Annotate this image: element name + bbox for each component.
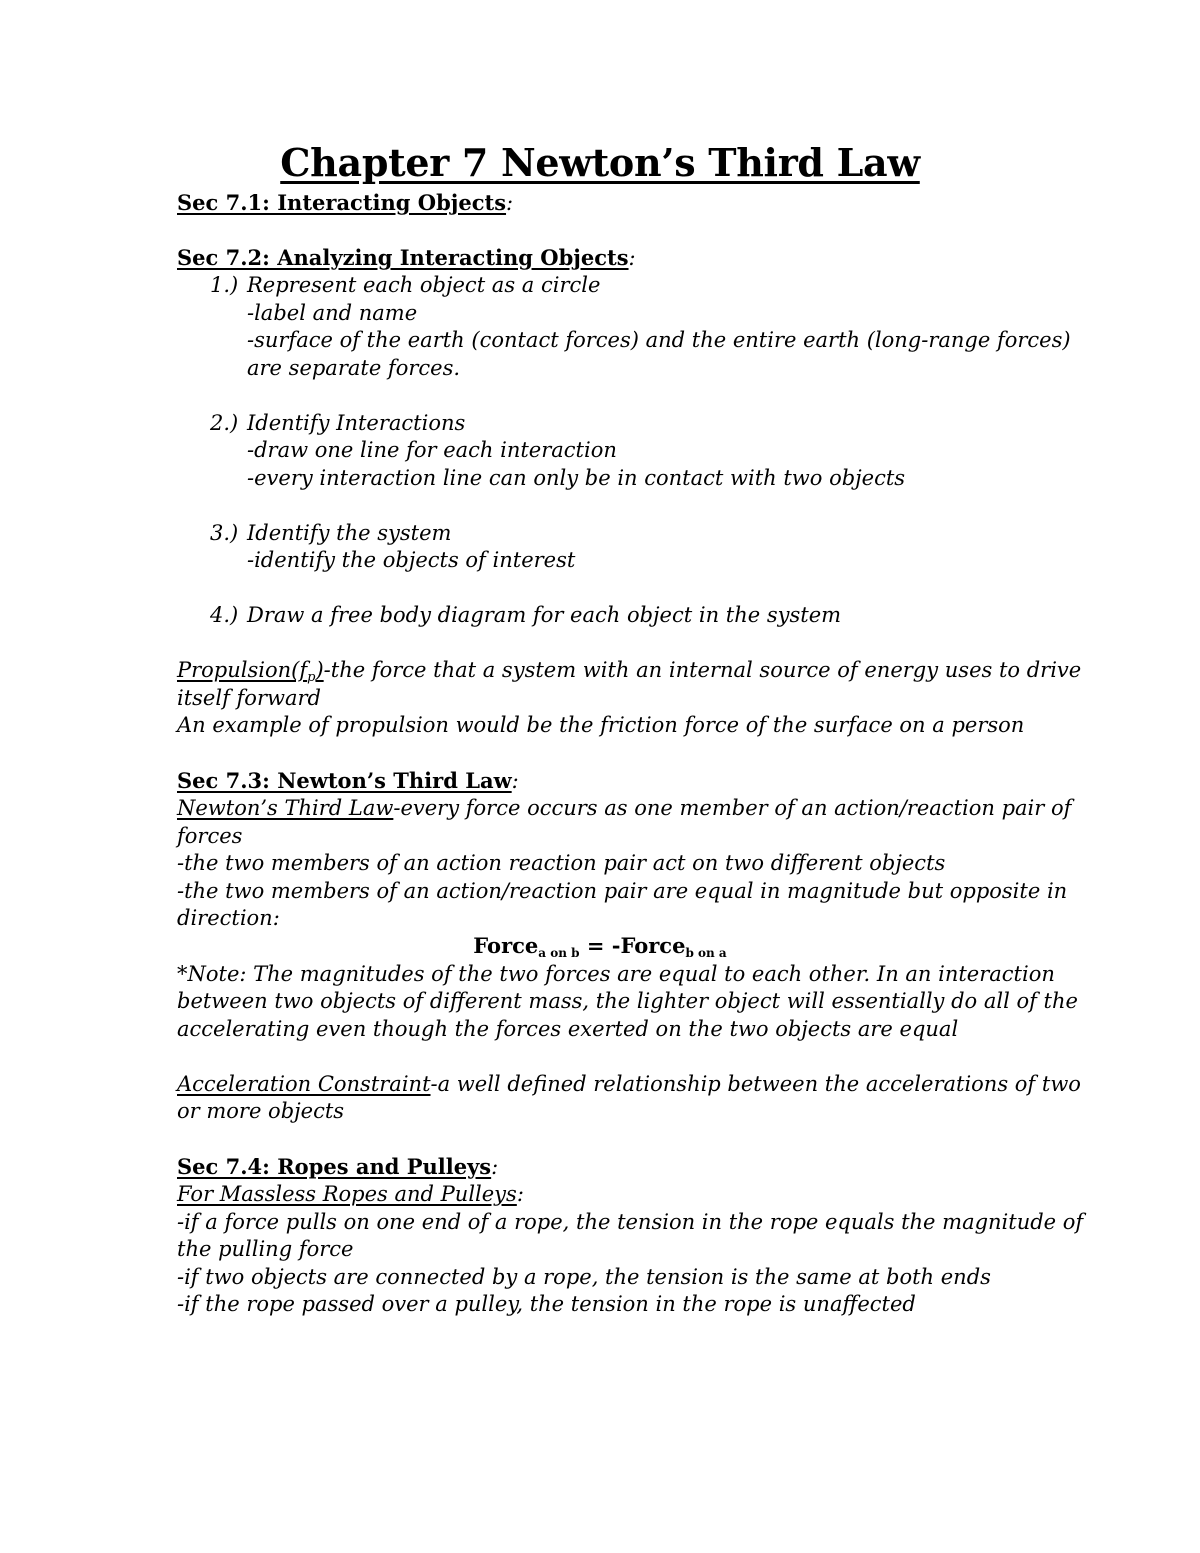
acceleration-constraint-cont: or more objects [177, 1099, 345, 1123]
section-heading-7-1: Sec 7.1: Interacting Objects: [177, 190, 514, 215]
force-equation: Force$_{a on b}$ = -Force$_{b on a}$ [473, 933, 727, 960]
third-law-definition: Newton’s Third Law-every force occurs as one member of an action/reaction pair of [177, 796, 1072, 820]
ropes-point: -if two objects are connected by a rope, the tension is the same at both ends [177, 1265, 991, 1289]
ropes-point: the pulling force [177, 1237, 354, 1261]
acceleration-constraint-definition: Acceleration Constraint-a well defined relationship between the accelerations of two [177, 1072, 1081, 1096]
section-heading-text: Sec 7.1: Interacting Objects [177, 190, 507, 215]
third-law-point: -the two members of an action reaction pair act on two different objects [177, 851, 946, 875]
propulsion-example: An example of propulsion would be the friction force of the surface on a person [177, 713, 1025, 737]
section-heading-text: Sec 7.2: Analyzing Interacting Objects [177, 245, 629, 270]
third-law-definition-cont: forces [177, 824, 243, 848]
step-2-sub: -every interaction line can only be in contact with two objects [247, 466, 906, 490]
propulsion-definition-cont: itself forward [177, 686, 321, 710]
ropes-point: -if a force pulls on one end of a rope, the tension in the rope equals the magnitude of [177, 1210, 1084, 1234]
third-law-term: Newton’s Third Law [177, 796, 394, 820]
step-2-sub: -draw one line for each interaction [247, 438, 617, 462]
step-1-sub: -label and name [247, 301, 418, 325]
note-line: accelerating even though the forces exerted on the two objects are equal [177, 1017, 959, 1041]
section-heading-text: Sec 7.4: Ropes and Pulleys [177, 1154, 492, 1179]
acceleration-constraint-term: Acceleration Constraint [177, 1072, 431, 1096]
section-heading-7-4: Sec 7.4: Ropes and Pulleys: [177, 1154, 499, 1179]
propulsion-definition: $Propulsion(f_p)$-the force that a system with an internal source of energy uses to drive [177, 658, 1082, 685]
third-law-point: -the two members of an action/reaction pair are equal in magnitude but opposite in [177, 879, 1068, 903]
third-law-point: direction: [177, 906, 280, 930]
section-heading-7-3: Sec 7.3: Newton’s Third Law: [177, 768, 519, 793]
step-4: 4.) [210, 603, 239, 627]
note-line: between two objects of different mass, the lighter object will essentially do all of the [177, 989, 1078, 1013]
section-heading-text: Sec 7.3: Newton’s Third Law [177, 768, 512, 793]
ropes-subheading: For Massless Ropes and Pulleys: [177, 1182, 524, 1206]
propulsion-term: $Propulsion(f_p)$ [177, 658, 324, 685]
section-heading-7-2: Sec 7.2: Analyzing Interacting Objects: [177, 245, 636, 270]
chapter-title: Chapter 7 Newton’s Third Law [280, 140, 920, 185]
step-4-text: Draw a free body diagram for each object in the system [247, 603, 842, 627]
ropes-point: -if the rope passed over a pulley, the tension in the rope is unaffected [177, 1292, 916, 1316]
step-1: 1.) [210, 273, 239, 297]
step-3: 3.) [210, 521, 239, 545]
step-3-text: Identify the system [247, 521, 452, 545]
step-1-sub: are separate forces. [247, 356, 461, 380]
note-line: *Note: The magnitudes of the two forces are equal to each other. In an interaction [177, 962, 1055, 986]
step-1-sub: -surface of the earth (contact forces) and the entire earth (long-range forces) [247, 328, 1071, 352]
step-2-text: Identify Interactions [247, 411, 466, 435]
step-3-sub: -identify the objects of interest [247, 548, 576, 572]
step-1-text: Represent each object as a circle [247, 273, 601, 297]
step-2: 2.) [210, 411, 239, 435]
